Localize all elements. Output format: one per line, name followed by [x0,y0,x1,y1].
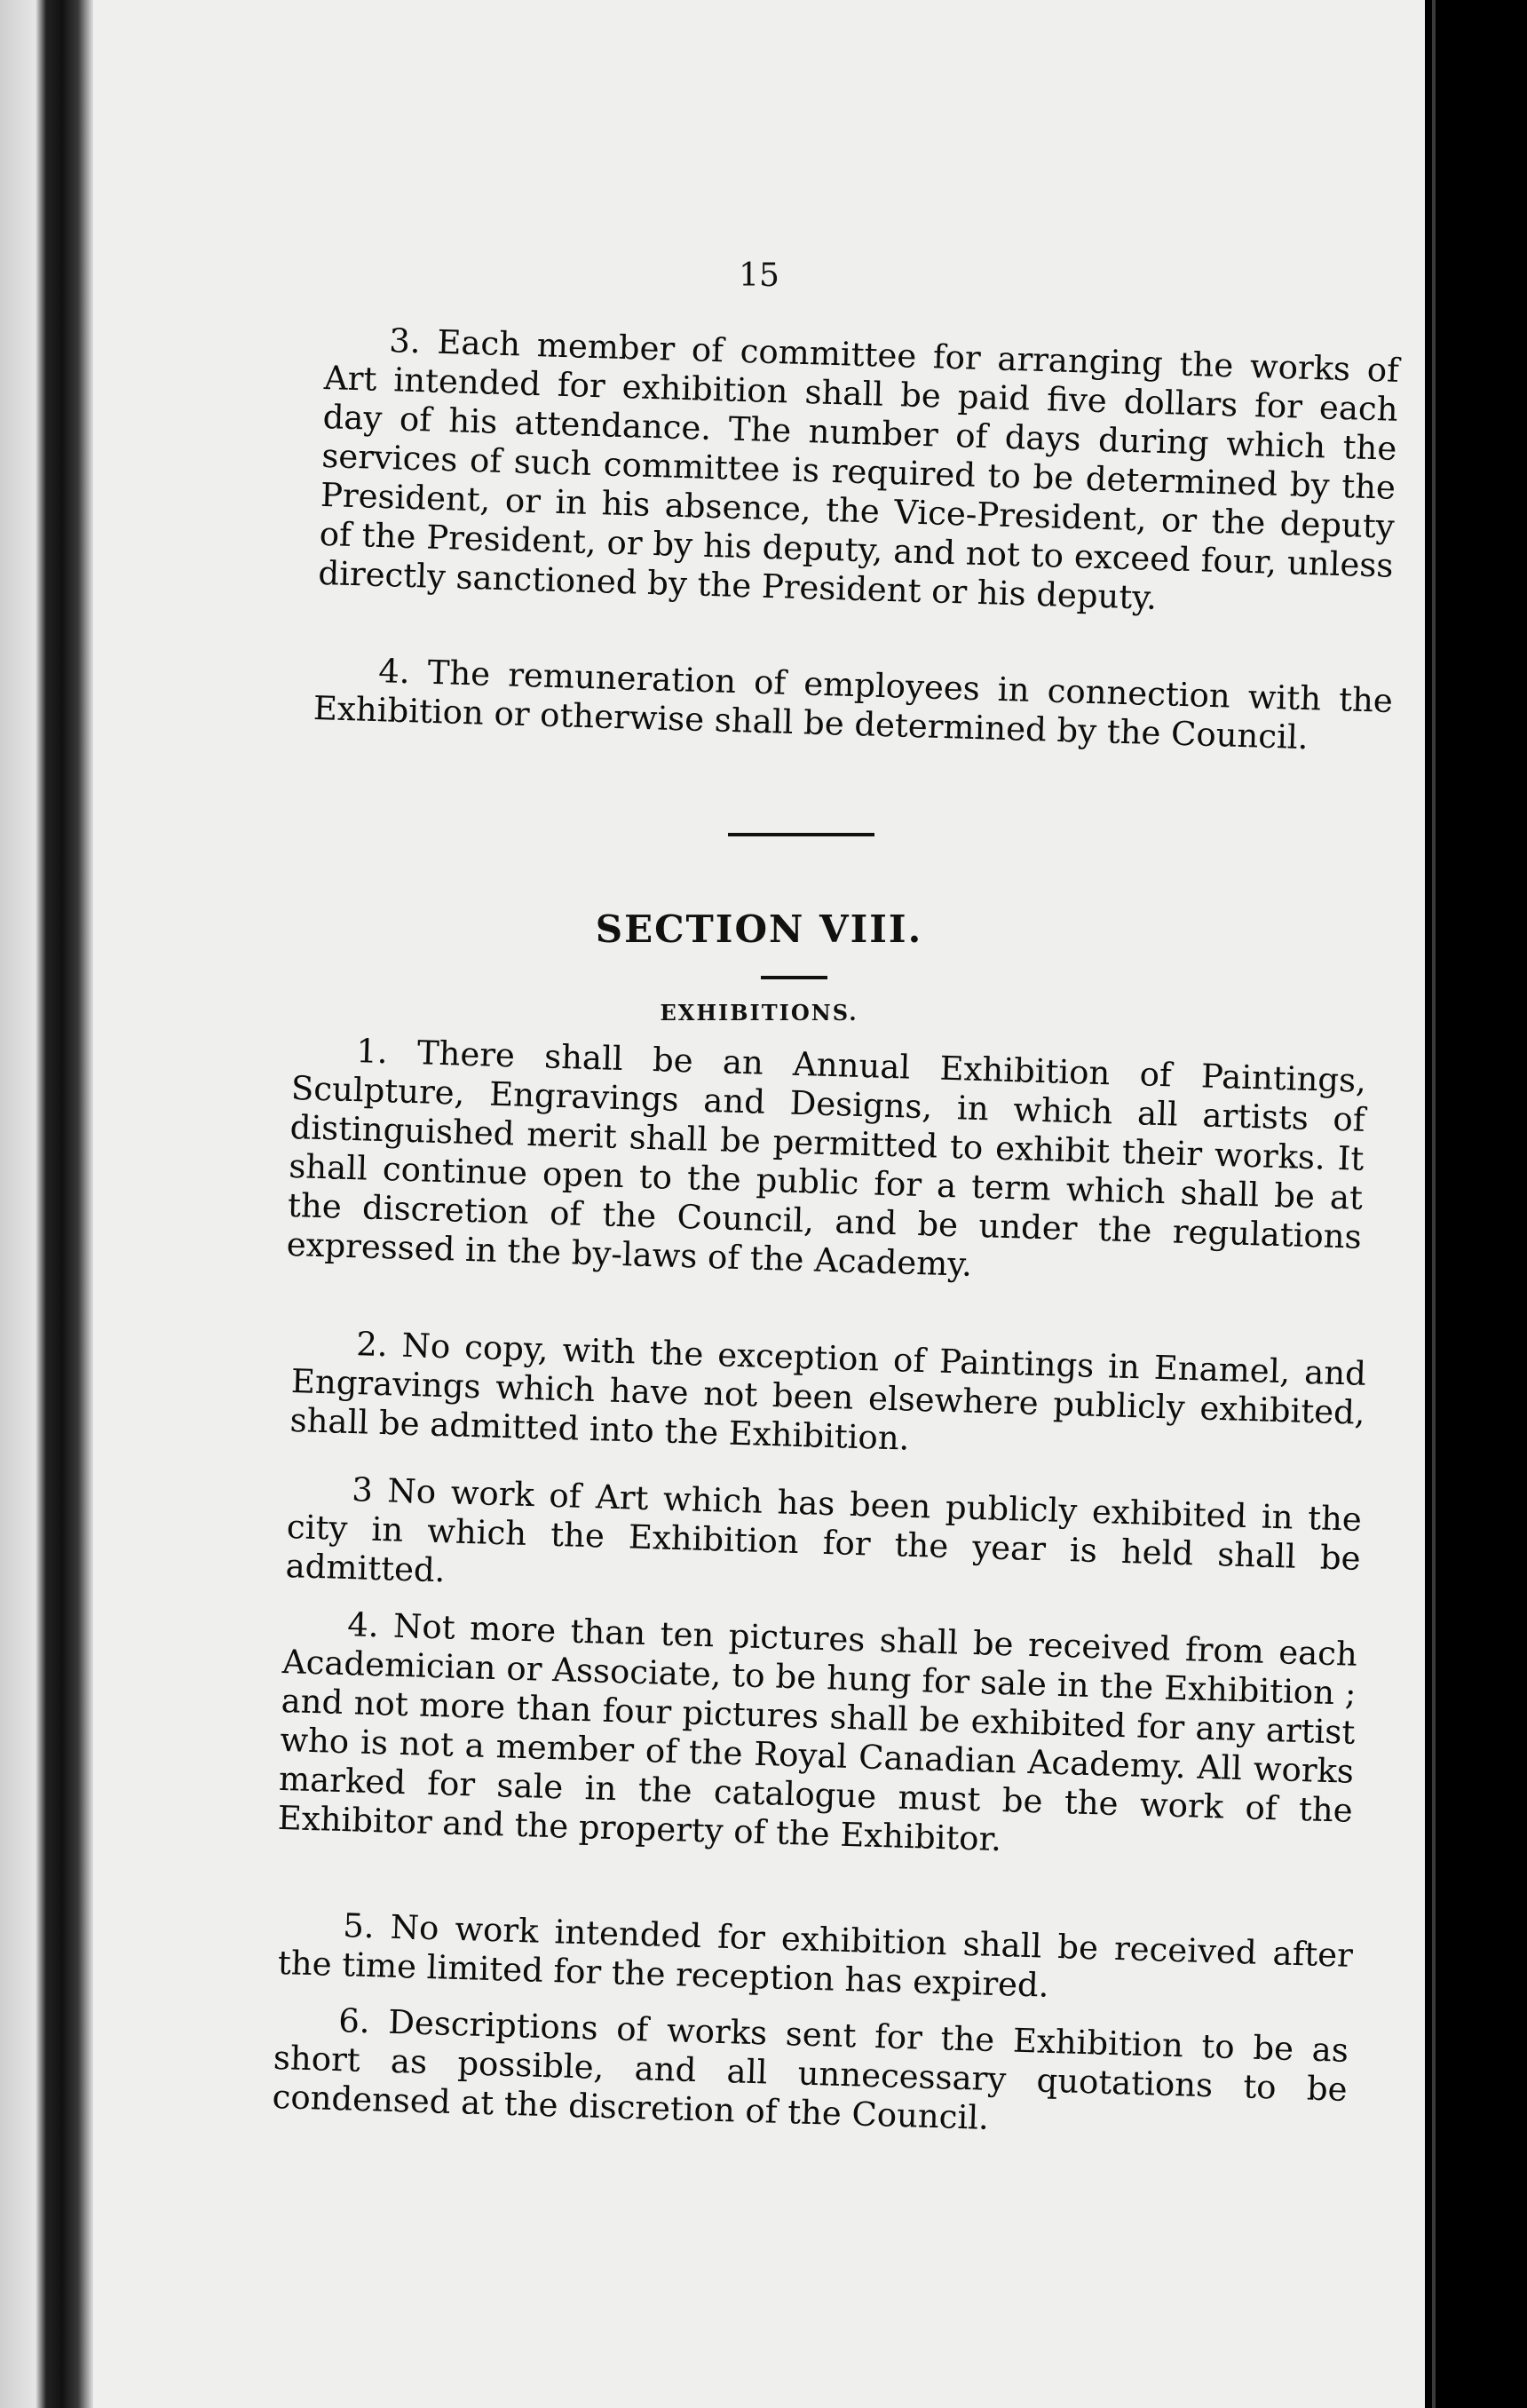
book-binding-edge [0,0,93,2408]
document-page [93,0,1425,2408]
section-heading: SECTION VIII. [595,907,923,951]
page-number: 15 [739,257,779,294]
paragraph-employee-remuneration: 4. The remuneration of employees in connection with the Exhibition or otherwise shall be determined by the Council. [313,652,1394,757]
paragraph-descriptions: 6. Descriptions of works sent for the Exhibition to be as short as possible, and all unnecessary quotations to be condensed at the discretion of the Council. [272,2001,1349,2137]
section-subheading: EXHIBITIONS. [660,1000,858,1026]
section-divider [728,833,874,836]
paragraph-picture-limit: 4. Not more than ten pictures shall be received from each Academician or Associate, to be hung for sale in the Exhibition ; and not more than four pictures shall be exhibited for any artist who is not a member of the Royal Canadian Academy. All works marked for sale in the catalogue must be the work of the Exhibitor and the property of the Exhibitor. [277,1605,1358,1859]
heading-rule [761,976,827,979]
paragraph-reception-deadline: 5. No work intended for exhibition shall be received after the time limited for the reception has expired. [277,1906,1354,2005]
paragraph-committee-pay: 3. Each member of committee for arranging the works of Art intended for exhibition shall be paid five dollars for each day of his attendance. The number of days during which the services of such committee is required to be determined by the President, or in his absence, the Vice-President, or the deputy of the President, or by his deputy, and not to exceed four, unless directly sanctioned by the President or his deputy. [317,321,1400,617]
paragraph-previously-exhibited: 3 No work of Art which has been publicly exhibited in the city in which the Exhibition for the year is held shall be admitted. [285,1470,1363,1590]
scan-border [1425,0,1527,2408]
paragraph-no-copy: 2. No copy, with the exception of Paintings in Enamel, and Engravings which have not been elsewhere publicly exhibited, shall be admitted into the Exhibition. [289,1325,1367,1458]
paragraph-annual-exhibition: 1. There shall be an Annual Exhibition of Paintings, Sculpture, Engravings and Designs, in which all artists of distinguished merit shall be permitted to exhibit their works. It shall continue open to the public for a term which shall be at the discretion of the Council, and be under the regulations expressed in the by-laws of the Academy. [286,1032,1367,1284]
